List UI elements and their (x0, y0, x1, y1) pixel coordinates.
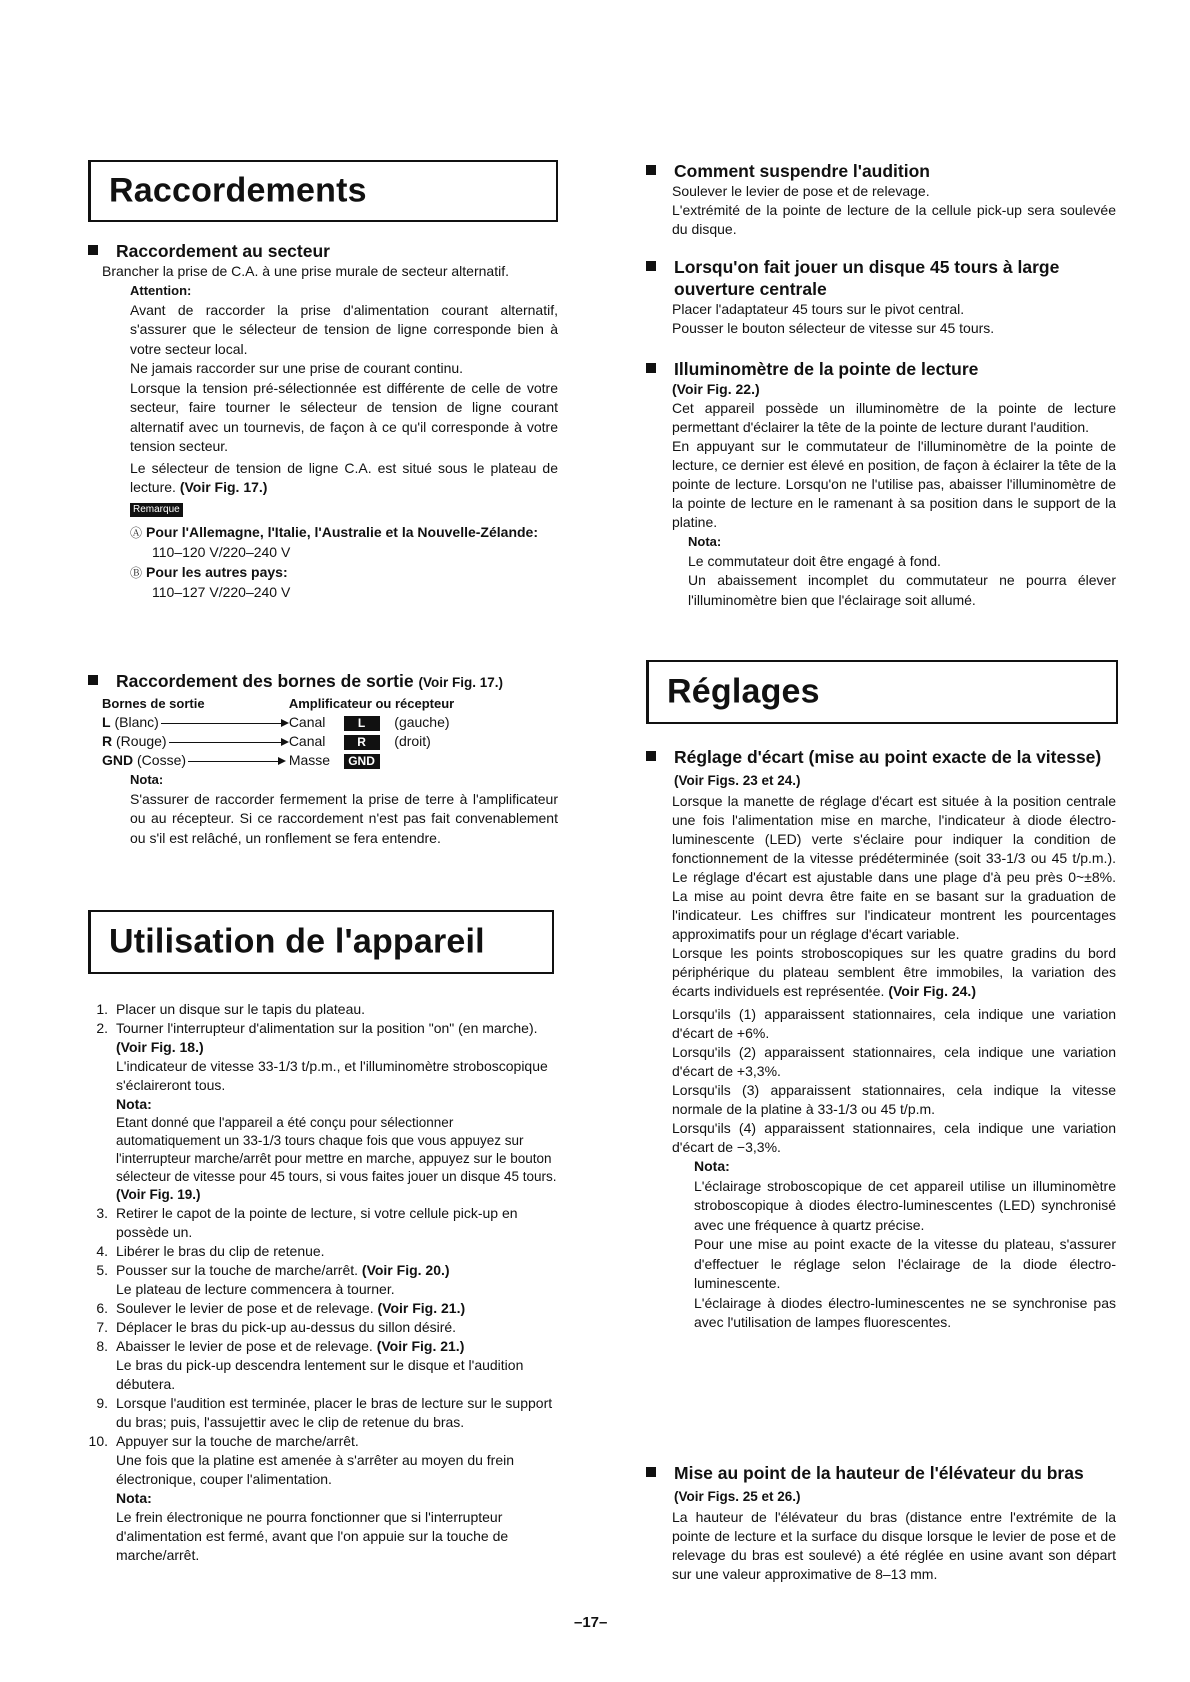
secteur-heading: Raccordement au secteur (88, 240, 558, 262)
step-10-nota: Le frein électronique ne pourra fonctionner que si l'interrupteur d'alimentation est fermé, avant que l'on appuie sur la touche de marche/arrêt. (116, 1509, 509, 1563)
suspendre-heading: Comment suspendre l'audition (646, 160, 1116, 182)
step-2-nota-label: Nota: (116, 1096, 152, 1112)
channel-tag: R (344, 735, 380, 750)
section-hauteur (646, 1462, 1116, 1584)
secteur-intro: Brancher la prise de C.A. à une prise murale de secteur alternatif. (102, 263, 509, 279)
step-7: 7. Déplacer le bras du pick-up au-dessus du sillon désiré. (96, 1319, 457, 1335)
bullet-square-icon (88, 675, 98, 685)
illum-ref: (Voir Fig. 22.) (672, 381, 760, 397)
outputs-header-row: Bornes de sortie Amplificateur ou récepteur (102, 696, 455, 711)
step-3: 3. Retirer le capot de la pointe de lecture, si votre cellule pick-up en possède un. (96, 1205, 518, 1240)
voltage-a: Ⓐ Pour l'Allemagne, l'Italie, l'Australie et la Nouvelle-Zélande: 110–120 V/220–240 V (130, 523, 538, 560)
step-1: 1. Placer un disque sur le tapis du plateau. (96, 1001, 366, 1017)
illum-p2: En appuyant sur le commutateur de l'illuminomètre de la pointe de lecture, ce dernier est élevé en position, de façon à éclairer la tête de la pointe de lecture. Lorsqu'on ne l'utilise pas, abaisser l'illuminomètre de la pointe de lecture en le ramenant à sa position dans le support de la platine. (672, 438, 1116, 530)
ecart-p1: Lorsque la manette de réglage d'écart est située à la position centrale une fois l'alimentation mise en marche, l'indicateur à diode électro-luminescente (LED) verte s'éclaire pour indiquer la condition de fonctionnement de la vitesse prédéterminée (soit 33-1/3 ou 45 t/p.m.). Le réglage d'écart est ajustable dans une plage d'à peu près 0~±8%. La mise au point devra être faite en se basant sur la graduation de l'indicateur. Les chiffres sur l'indicateur montrent les pourcentages approximatifs pour un réglage d'écart variable. (672, 793, 1116, 942)
ecart-p2: Lorsque les points stroboscopiques sur les quatre gradins du bord périphérique du plateau semblent être immobiles, la variation des écarts individuels est représentée. (Voir Fig. 24.) (672, 945, 1116, 999)
step-2-cont: L'indicateur de vitesse 33-1/3 t/p.m., et l'illuminomètre stroboscopique s'éclaireront tous. (116, 1058, 548, 1093)
ecart-case-4: Lorsqu'ils (4) apparaissent stationnaires, cela indique une variation d'écart de −3,3%. (672, 1120, 1116, 1155)
attention-text-2: Ne jamais raccorder sur une prise de courant continu. (130, 360, 464, 376)
channel-tag: GND (344, 754, 380, 769)
remarque-label: Remarque (130, 503, 183, 517)
step-8-cont: Le bras du pick-up descendra lentement sur le disque et l'audition débutera. (116, 1357, 524, 1392)
bullet-square-icon (646, 363, 656, 373)
left-column (88, 0, 558, 1563)
illum-heading: Illuminomètre de la pointe de lecture (646, 358, 1116, 380)
output-row-gnd: GND (Cosse) Masse GND (102, 751, 454, 770)
step-9: 9. Lorsque l'audition est terminée, placer le bras de lecture sur le support du bras; puis, l'assujettir avec le clip de retenue du bras. (96, 1395, 553, 1430)
ecart-case-3: Lorsqu'ils (3) apparaissent stationnaires, cela indique la vitesse normale de la platine à 33-1/3 ou 45 t/p.m. (672, 1082, 1116, 1117)
utilisation-steps (88, 1000, 558, 1565)
circle-a-icon: Ⓐ (130, 525, 143, 540)
step-10-cont: Une fois que la platine est amenée à s'arrêter au moyen du frein électronique, couper l'alimentation. (116, 1452, 515, 1487)
section-secteur (88, 240, 558, 603)
bullet-square-icon (646, 1467, 656, 1477)
ecart-nota-1: L'éclairage stroboscopique de cet appareil utilise un illuminomètre stroboscopique à diodes électro-luminescentes (LED) synchronisé avec une fréquence à quartz précise. (694, 1177, 1116, 1233)
step-8: 8. Abaisser le levier de pose et de relevage. (Voir Fig. 21.) (96, 1338, 465, 1354)
bullet-square-icon (646, 261, 656, 271)
illum-nota-2: Un abaissement incomplet du commutateur ne pourra élever l'illuminomètre bien que l'éclairage soit allumé. (688, 572, 1116, 608)
suspendre-line-2: L'extrémité de la pointe de lecture de la cellule pick-up sera soulevée du disque. (672, 202, 1116, 237)
disque45-heading: Lorsqu'on fait jouer un disque 45 tours à large ouverture centrale (646, 256, 1116, 300)
outputs-table (102, 694, 454, 770)
voltage-b: Ⓑ Pour les autres pays: 110–127 V/220–240 V (130, 563, 291, 600)
illum-nota-label: Nota: (688, 534, 722, 549)
step-2-nota: Etant donné que l'appareil a été conçu pour sélectionner automatiquement un 33-1/3 tours chaque fois que vous appuyez sur l'interrupteur marche/arrêt pour mettre en marche, appuyez sur le bouton sélecteur de vitesse pour 45 tours, si vous faites jouer un disque 45 tours. (Voir Fig. 19.) (116, 1115, 557, 1202)
step-10: 10. Appuyer sur la touche de marche/arrêt. (88, 1433, 359, 1449)
selector-text: Le sélecteur de tension de ligne C.A. est situé sous le plateau de lecture. (Voir Fig. 17.) (130, 459, 558, 495)
bullet-square-icon (646, 165, 656, 175)
attention-text-3: Lorsque la tension pré-sélectionnée est différente de celle de votre secteur, faire tourner le sélecteur de tension de ligne courant alternatif avec un tournevis, de façon à ce qu'il corresponde à votre tension secteur. (130, 379, 558, 454)
ecart-case-2: Lorsqu'ils (2) apparaissent stationnaires, cela indique une variation d'écart de +3,3%. (672, 1044, 1116, 1079)
arrow-right-icon (161, 723, 287, 724)
arrow-right-icon (188, 761, 284, 762)
raccordements-title-box (88, 160, 558, 222)
step-5-cont: Le plateau de lecture commencera à tourner. (116, 1281, 395, 1297)
step-10-nota-label: Nota: (116, 1490, 152, 1506)
section-ecart (646, 746, 1116, 1333)
bornes-heading: Raccordement des bornes de sortie (Voir Fig. 17.) (88, 670, 558, 694)
section-bornes (88, 670, 558, 848)
suspendre-line-1: Soulever le levier de pose et de relevage. (672, 183, 930, 199)
bornes-nota-label: Nota: (130, 772, 164, 787)
reglages-title-box (646, 660, 1118, 724)
ecart-case-1: Lorsqu'ils (1) apparaissent stationnaires, cela indique une variation d'écart de +6%. (672, 1006, 1116, 1041)
ecart-nota-3: L'éclairage à diodes électro-luminescentes ne se synchronise pas avec l'utilisation de lampes fluorescentes. (694, 1294, 1116, 1330)
ecart-heading: Réglage d'écart (mise au point exacte de la vitesse) (Voir Figs. 23 et 24.) (646, 746, 1116, 792)
reglages-title: Réglages (667, 672, 820, 711)
section-illuminometre (646, 358, 1116, 610)
utilisation-title: Utilisation de l'appareil (109, 922, 485, 961)
hauteur-p1: La hauteur de l'élévateur du bras (distance entre l'extrémite de la pointe de lecture et la surface du disque lorsque le levier de pose et de relevage du bras est soulevé) a été réglée en usine avant son départ sur une valeur approximative de 8–13 mm. (672, 1509, 1116, 1582)
output-row-l: L (Blanc) Canal L (gauche) (102, 714, 450, 730)
disque45-line-1: Placer l'adaptateur 45 tours sur le pivot central. (672, 301, 965, 317)
bornes-nota-text: S'assurer de raccorder fermement la prise de terre à l'amplificateur ou au récepteur. Si ce raccordement n'est pas fait convenablement ou s'il est relâché, un ronflement se fera entendre. (130, 790, 558, 846)
arrow-right-icon (169, 742, 287, 743)
circle-b-icon: Ⓑ (130, 565, 143, 580)
step-4: 4. Libérer le bras du clip de retenue. (96, 1243, 325, 1259)
disque45-line-2: Pousser le bouton sélecteur de vitesse sur 45 tours. (672, 320, 995, 336)
step-6: 6. Soulever le levier de pose et de relevage. (Voir Fig. 21.) (96, 1300, 466, 1316)
attention-text-1: Avant de raccorder la prise d'alimentation courant alternatif, s'assurer que le sélecteur de tension de ligne corresponde bien à votre secteur local. (130, 301, 558, 357)
utilisation-title-box (88, 910, 554, 974)
ecart-nota-label: Nota: (694, 1158, 730, 1174)
hauteur-heading: Mise au point de la hauteur de l'élévateur du bras (Voir Figs. 25 et 26.) (646, 1462, 1116, 1508)
page-number: –17– (574, 1614, 608, 1631)
output-row-r: R (Rouge) Canal R (droit) (102, 733, 431, 749)
bullet-square-icon (88, 245, 98, 255)
illum-p1: Cet appareil possède un illuminomètre de la pointe de lecture permettant d'éclairer la tête de la pointe de lecture durant l'audition. (672, 400, 1116, 435)
attention-label: Attention: (130, 283, 192, 298)
channel-tag: L (344, 716, 380, 731)
step-2: 2. Tourner l'interrupteur d'alimentation sur la position "on" (en marche). (Voir Fig. 18.) (96, 1020, 538, 1055)
step-5: 5. Pousser sur la touche de marche/arrêt. (Voir Fig. 20.) (96, 1262, 450, 1278)
illum-nota-1: Le commutateur doit être engagé à fond. (688, 552, 941, 569)
section-suspendre (646, 160, 1116, 239)
ecart-nota-2: Pour une mise au point exacte de la vitesse du plateau, s'assurer d'effectuer le réglage selon l'éclairage de la diode électro-luminescente. (694, 1236, 1116, 1291)
section-disque45 (646, 256, 1116, 338)
raccordements-title: Raccordements (109, 171, 367, 210)
bullet-square-icon (646, 751, 656, 761)
